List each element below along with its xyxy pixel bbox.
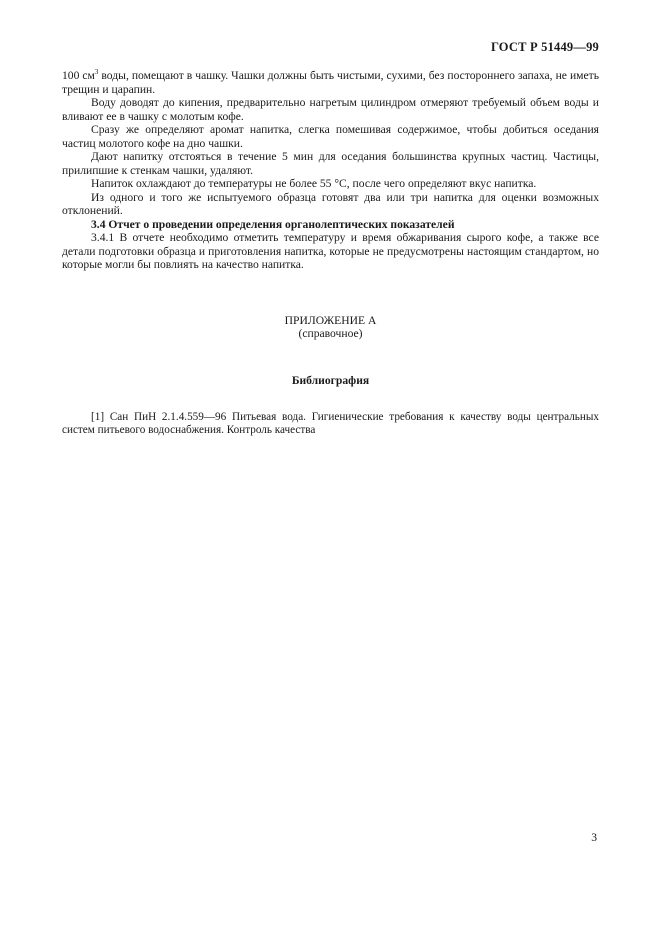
- bibliography-list: [62, 411, 599, 437]
- water-volume-text-rest: воды, помещают в чашку. Чашки должны быть чистыми, сухими, без постороннего запаха, не иметь трещин и царапин.: [62, 69, 599, 96]
- appendix-subtitle: (справочное): [298, 327, 363, 340]
- section-heading: 3.4 Отчет о проведении определения органолептических показателей: [91, 217, 455, 231]
- document-code-header: ГОСТ Р 51449—99: [490, 40, 599, 54]
- appendix-title: ПРИЛОЖЕНИЕ А: [284, 314, 377, 327]
- page-number: 3: [591, 831, 597, 844]
- body-text: [62, 69, 599, 272]
- paragraph-boiling: Воду доводят до кипения, предварительно нагретым цилиндром отмеряют требуемый объем воды и вливают ее в чашку с молотым кофе.: [62, 96, 599, 123]
- paragraph-settling: Дают напитку отстояться в течение 5 мин для оседания большинства крупных частиц. Частицы, прилипшие к стенкам чашки, удаляют.: [62, 150, 599, 177]
- paragraph-water-volume: [62, 69, 599, 96]
- appendix-heading: [0, 314, 661, 340]
- paragraph-report: 3.4.1 В отчете необходимо отметить температуру и время обжаривания сырого кофе, а также все детали подготовки образца и приготовления напитка, которые не предусмотрены настоящим стандартом, но которые могли бы повлиять на качество напитка.: [62, 231, 599, 271]
- paragraph-aroma: Сразу же определяют аромат напитка, слегка помешивая содержимое, чтобы добиться оседания частиц молотого кофе на дно чашки.: [62, 123, 599, 150]
- bibliography-title: Библиография: [291, 374, 370, 387]
- water-volume-text: 100 см: [62, 69, 95, 82]
- cubic-superscript: 3: [94, 68, 99, 77]
- bibliography-entry: [1] Сан ПиН 2.1.4.559—96 Питьевая вода. Гигиенические требования к качеству воды центральных систем питьевого водоснабжения. Контроль качества: [62, 411, 599, 436]
- paragraph-repeat: Из одного и того же испытуемого образца готовят два или три напитка для оценки возможных отклонений.: [62, 190, 599, 217]
- paragraph-cooling: Напиток охлаждают до температуры не более 55 °С, после чего определяют вкус напитка.: [91, 177, 537, 190]
